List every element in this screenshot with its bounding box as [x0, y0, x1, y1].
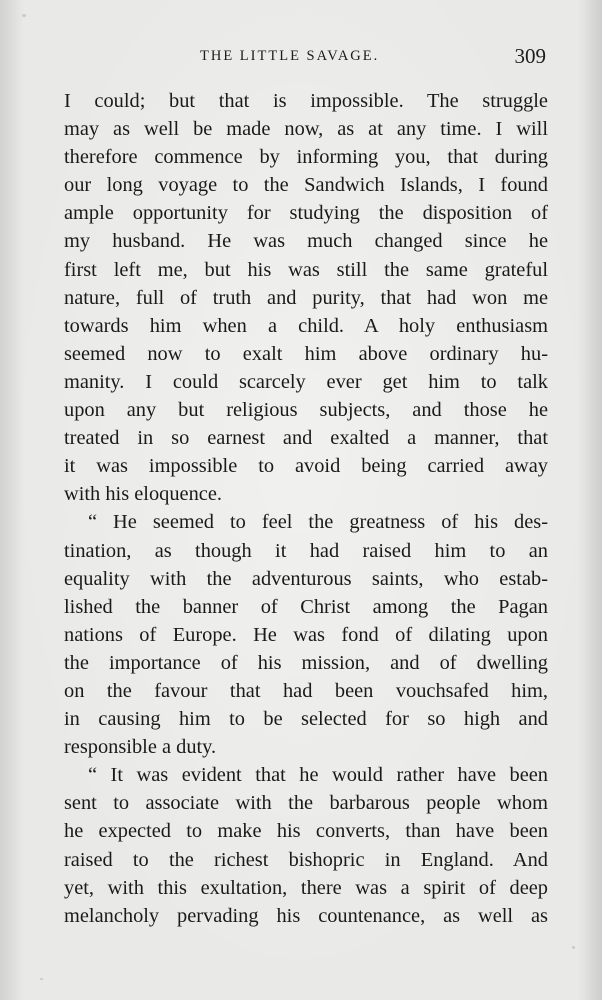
- text-line: the importance of his mission, and of dwelling: [64, 651, 548, 674]
- text-line: it was impossible to avoid being carried away: [64, 455, 548, 478]
- text-line: lished the banner of Christ among the Pagan: [64, 595, 548, 618]
- text-line: responsible a duty.: [64, 736, 217, 759]
- text-line: in causing him to be selected for so high and: [64, 708, 548, 731]
- text-line: ample opportunity for studying the disposition of: [64, 202, 548, 225]
- text-line: treated in so earnest and exalted a manner, that: [64, 427, 548, 450]
- text-line: seemed now to exalt him above ordinary hu-: [64, 342, 548, 365]
- text-line: he expected to make his converts, than have been: [64, 820, 548, 843]
- text-line: equality with the adventurous saints, who estab-: [64, 567, 548, 590]
- paper-speck: [22, 14, 26, 17]
- text-line: therefore commence by informing you, that during: [64, 146, 548, 169]
- text-line: nations of Europe. He was fond of dilating upon: [64, 623, 548, 646]
- text-line: sent to associate with the barbarous people whom: [64, 792, 548, 815]
- text-line: manity. I could scarcely ever get him to talk: [64, 370, 548, 393]
- text-line: yet, with this exultation, there was a spirit of deep: [64, 876, 548, 899]
- text-line: tination, as though it had raised him to an: [64, 539, 548, 562]
- text-line: first left me, but his was still the same grateful: [64, 258, 548, 281]
- running-title: THE LITTLE SAVAGE.: [200, 48, 380, 64]
- text-line: on the favour that had been vouchsafed him,: [64, 679, 548, 702]
- text-line: with his eloquence.: [64, 483, 222, 506]
- text-line: may as well be made now, as at any time. I will: [64, 118, 548, 141]
- body-text: [64, 87, 548, 930]
- paper-speck: [572, 946, 575, 949]
- text-line: I could; but that is impossible. The struggle: [64, 90, 548, 112]
- text-line: upon any but religious subjects, and those he: [64, 399, 548, 422]
- text-line: melancholy pervading his countenance, as well as: [64, 904, 548, 927]
- page-number: 309: [514, 44, 546, 68]
- text-line: nature, full of truth and purity, that had won me: [64, 286, 548, 309]
- text-line: towards him when a child. A holy enthusiasm: [64, 314, 548, 337]
- text-line: “ It was evident that he would rather have been: [88, 764, 548, 787]
- text-line: my husband. He was much changed since he: [64, 230, 548, 253]
- text-line: “ He seemed to feel the greatness of his des-: [88, 511, 548, 534]
- text-line: our long voyage to the Sandwich Islands, I found: [64, 174, 548, 197]
- text-line: raised to the richest bishopric in England. And: [64, 848, 548, 871]
- page-header: [64, 44, 546, 74]
- paper-speck: [40, 978, 43, 980]
